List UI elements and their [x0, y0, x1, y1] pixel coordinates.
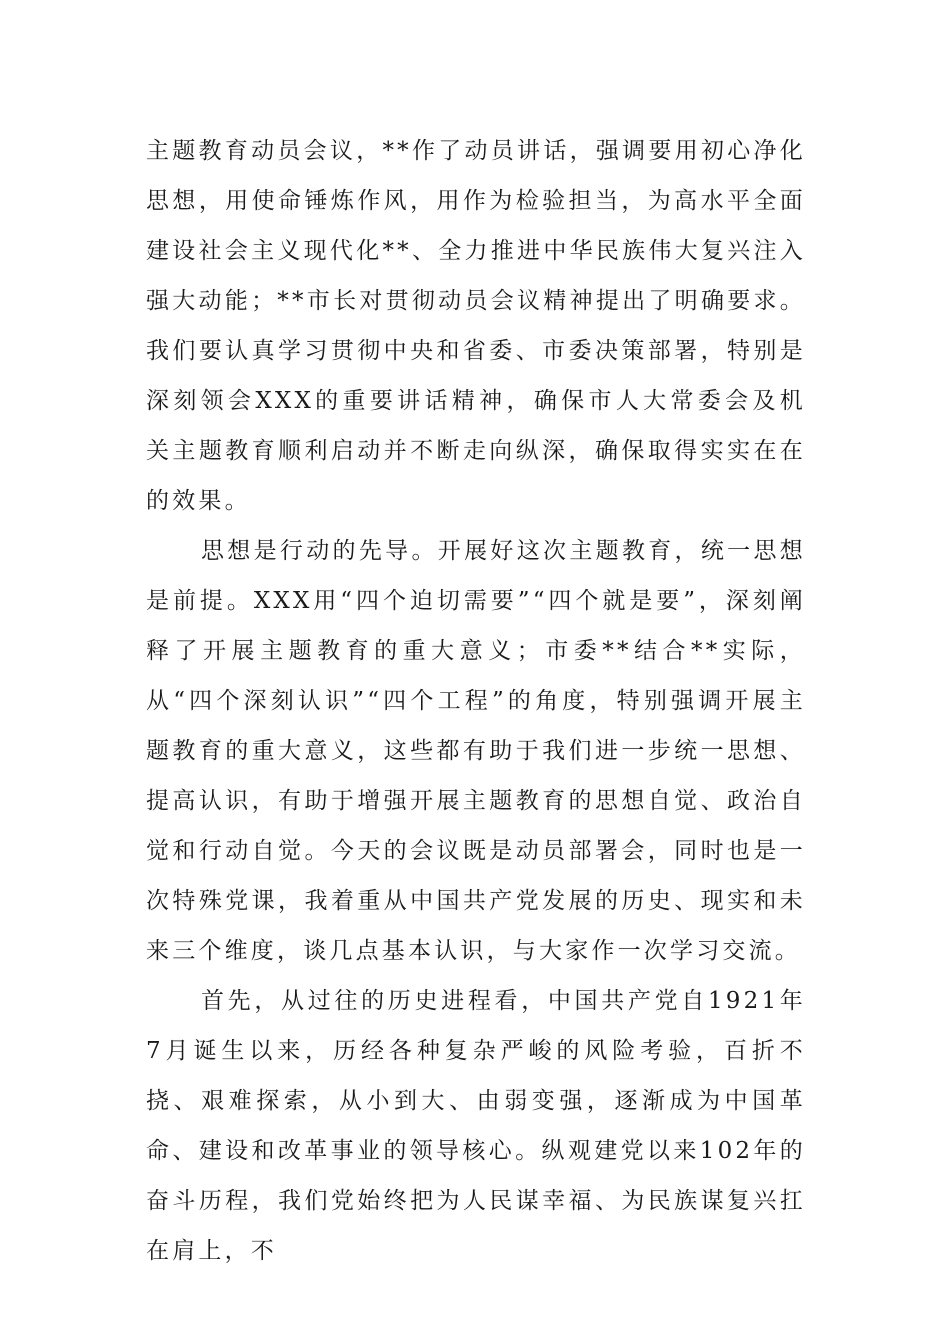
paragraph-historical-process: 首先，从过往的历史进程看，中国共产党自1921年7月诞生以来，历经各种复杂严峻的风险考验，百折不挠、艰难探索，从小到大、由弱变强，逐渐成为中国革命、建设和改革事业的领导核心。纵观建党以来102年的奋斗历程，我们党始终把为人民谋幸福、为民族谋复兴扛在肩上，不: [146, 988, 806, 1264]
paragraph-thought-guide: 思想是行动的先导。开展好这次主题教育，统一思想是前提。XXX用“四个迫切需要”“四个就是要”，深刻阐释了开展主题教育的重大意义；市委**结合**实际，从“四个深刻认识”“四个工程”的角度，特别强调开展主题教育的重大意义，这些都有助于我们进一步统一思想、提高认识，有助于增强开展主题教育的思想自觉、政治自觉和行动自觉。今天的会议既是动员部署会，同时也是一次特殊党课，我着重从中国共产党发展的历史、现实和未来三个维度，谈几点基本认识，与大家作一次学习交流。: [146, 538, 806, 964]
paragraph-continuation: 主题教育动员会议，**作了动员讲话，强调要用初心净化思想，用使命锤炼作风，用作为检验担当，为高水平全面建设社会主义现代化**、全力推进中华民族伟大复兴注入强大动能；**市长对贯彻动员会议精神提出了明确要求。我们要认真学习贯彻中央和省委、市委决策部署，特别是深刻领会XXX的重要讲话精神，确保市人大常委会及机关主题教育顺利启动并不断走向纵深，确保取得实实在在的效果。: [146, 138, 806, 514]
document-body: [146, 126, 806, 1276]
